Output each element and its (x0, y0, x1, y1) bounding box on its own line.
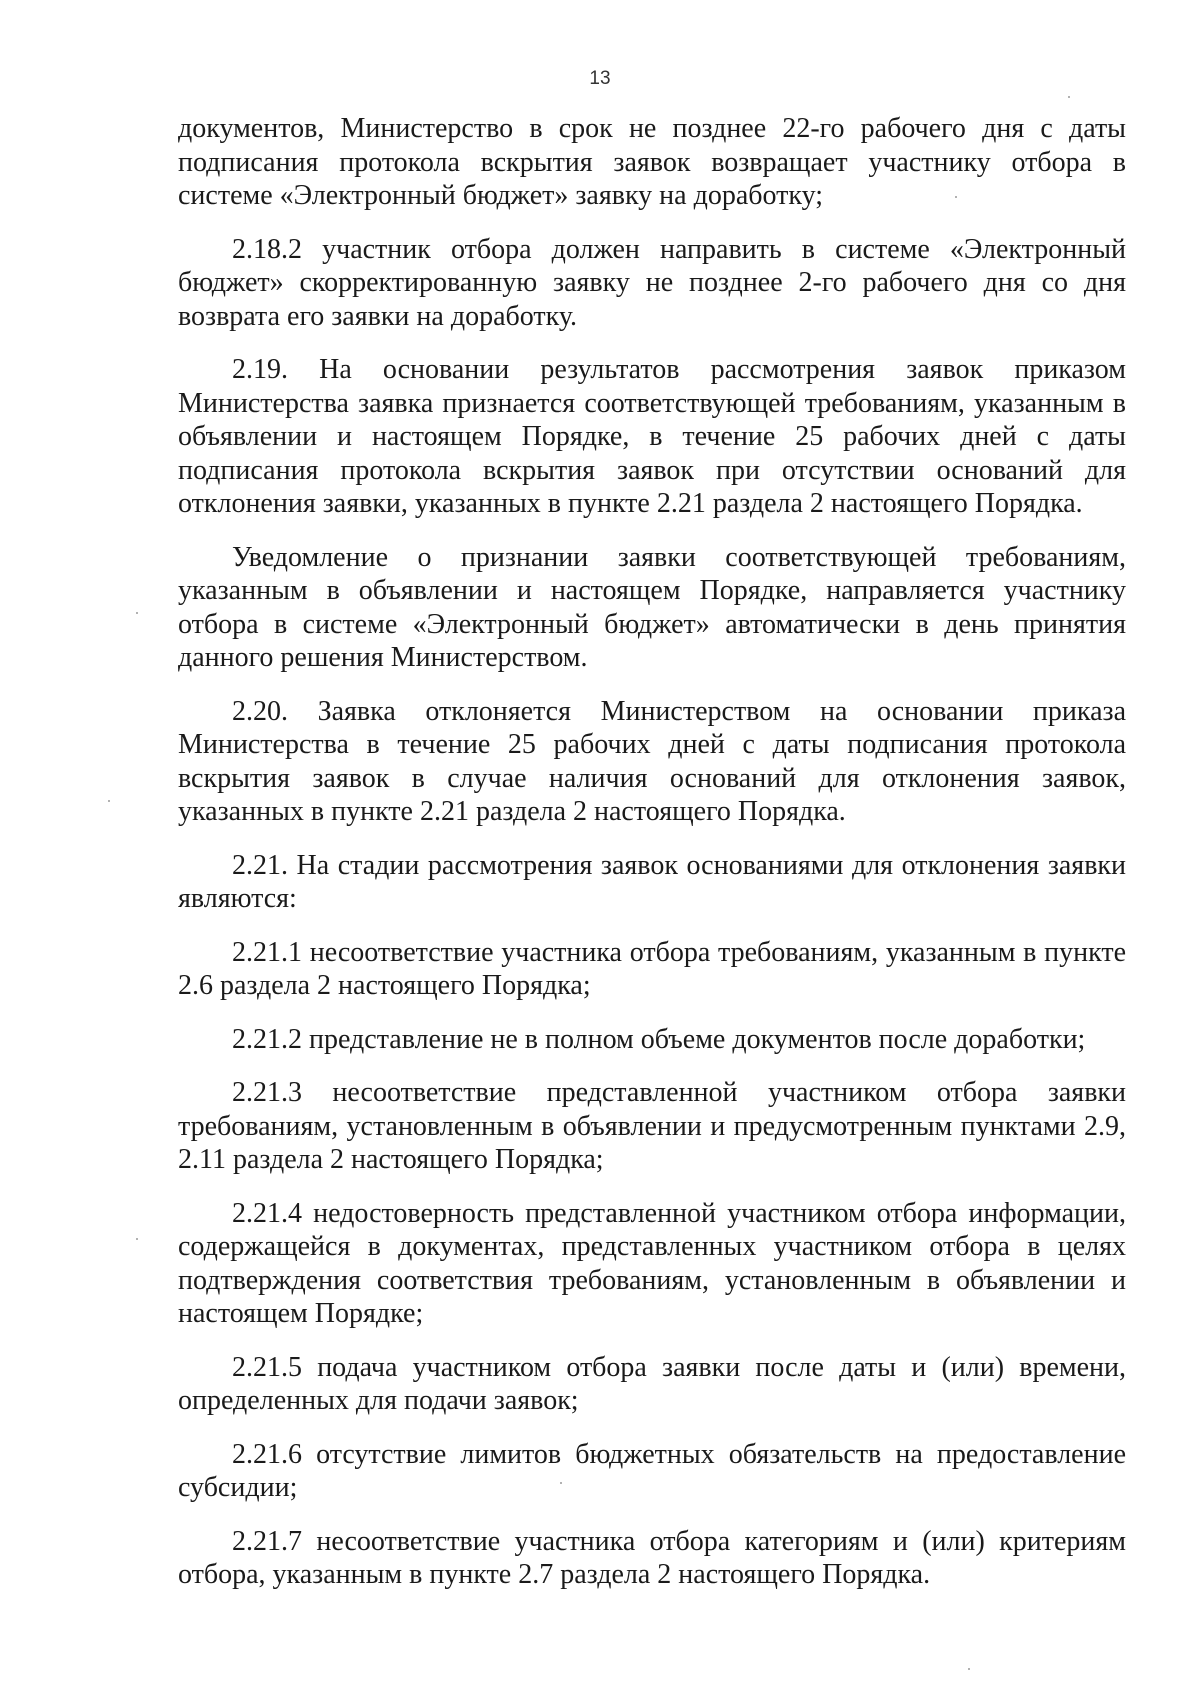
paragraph-2-18-2: 2.18.2 участник отбора должен направить в системе «Электронный бюджет» скорректированную заявку не позднее 2-го рабочего дня со дня возврата его заявки на доработку. (178, 233, 1126, 332)
document-body (178, 112, 1126, 1612)
scan-speck (968, 1668, 970, 1670)
paragraph-2-21-7: 2.21.7 несоответствие участника отбора категориям и (или) критериям отбора, указанным в пункте 2.7 раздела 2 настоящего Порядка. (178, 1525, 1126, 1590)
scan-speck (136, 612, 138, 614)
paragraph-2-21-1: 2.21.1 несоответствие участника отбора требованиям, указанным в пункте 2.6 раздела 2 настоящего Порядка; (178, 936, 1126, 1001)
paragraph-2-21-5: 2.21.5 подача участником отбора заявки после даты и (или) времени, определенных для подачи заявок; (178, 1351, 1126, 1416)
scan-speck (560, 1482, 562, 1484)
paragraph-2-21: 2.21. На стадии рассмотрения заявок основаниями для отклонения заявки являются: (178, 849, 1126, 914)
page-number: 13 (589, 68, 611, 89)
scan-speck (108, 800, 110, 802)
paragraph-2-21-4: 2.21.4 недостоверность представленной участником отбора информации, содержащейся в документах, представленных участником отбора в целях подтверждения соответствия требованиям, установленным в объявлении и настоящем Порядке; (178, 1197, 1126, 1329)
scan-speck (955, 196, 957, 198)
scan-speck (1068, 96, 1070, 98)
scan-speck (136, 1238, 138, 1240)
paragraph-continuation: документов, Министерство в срок не позднее 22-го рабочего дня с даты подписания протокола вскрытия заявок возвращает участнику отбора в системе «Электронный бюджет» заявку на доработку; (178, 113, 1126, 211)
paragraph-2-21-6: 2.21.6 отсутствие лимитов бюджетных обязательств на предоставление субсидии; (178, 1438, 1126, 1503)
paragraph-2-20: 2.20. Заявка отклоняется Министерством на основании приказа Министерства в течение 25 рабочих дней с даты подписания протокола вскрытия заявок в случае наличия оснований для отклонения заявок, указанных в пункте 2.21 раздела 2 настоящего Порядка. (178, 695, 1126, 827)
paragraph-2-19: 2.19. На основании результатов рассмотрения заявок приказом Министерства заявка признается соответствующей требованиям, указанным в объявлении и настоящем Порядке, в течение 25 рабочих дней с даты подписания протокола вскрытия заявок при отсутствии оснований для отклонения заявки, указанных в пункте 2.21 раздела 2 настоящего Порядка. (178, 354, 1126, 519)
paragraph-notification: Уведомление о признании заявки соответствующей требованиям, указанным в объявлении и настоящем Порядке, направляется участнику отбора в системе «Электронный бюджет» автоматически в день принятия данного решения Министерством. (178, 541, 1126, 673)
paragraph-2-21-2: 2.21.2 представление не в полном объеме документов после доработки; (232, 1023, 1086, 1055)
paragraph-2-21-3: 2.21.3 несоответствие представленной участником отбора заявки требованиям, установленным в объявлении и предусмотренным пунктами 2.9, 2.11 раздела 2 настоящего Порядка; (178, 1077, 1126, 1175)
